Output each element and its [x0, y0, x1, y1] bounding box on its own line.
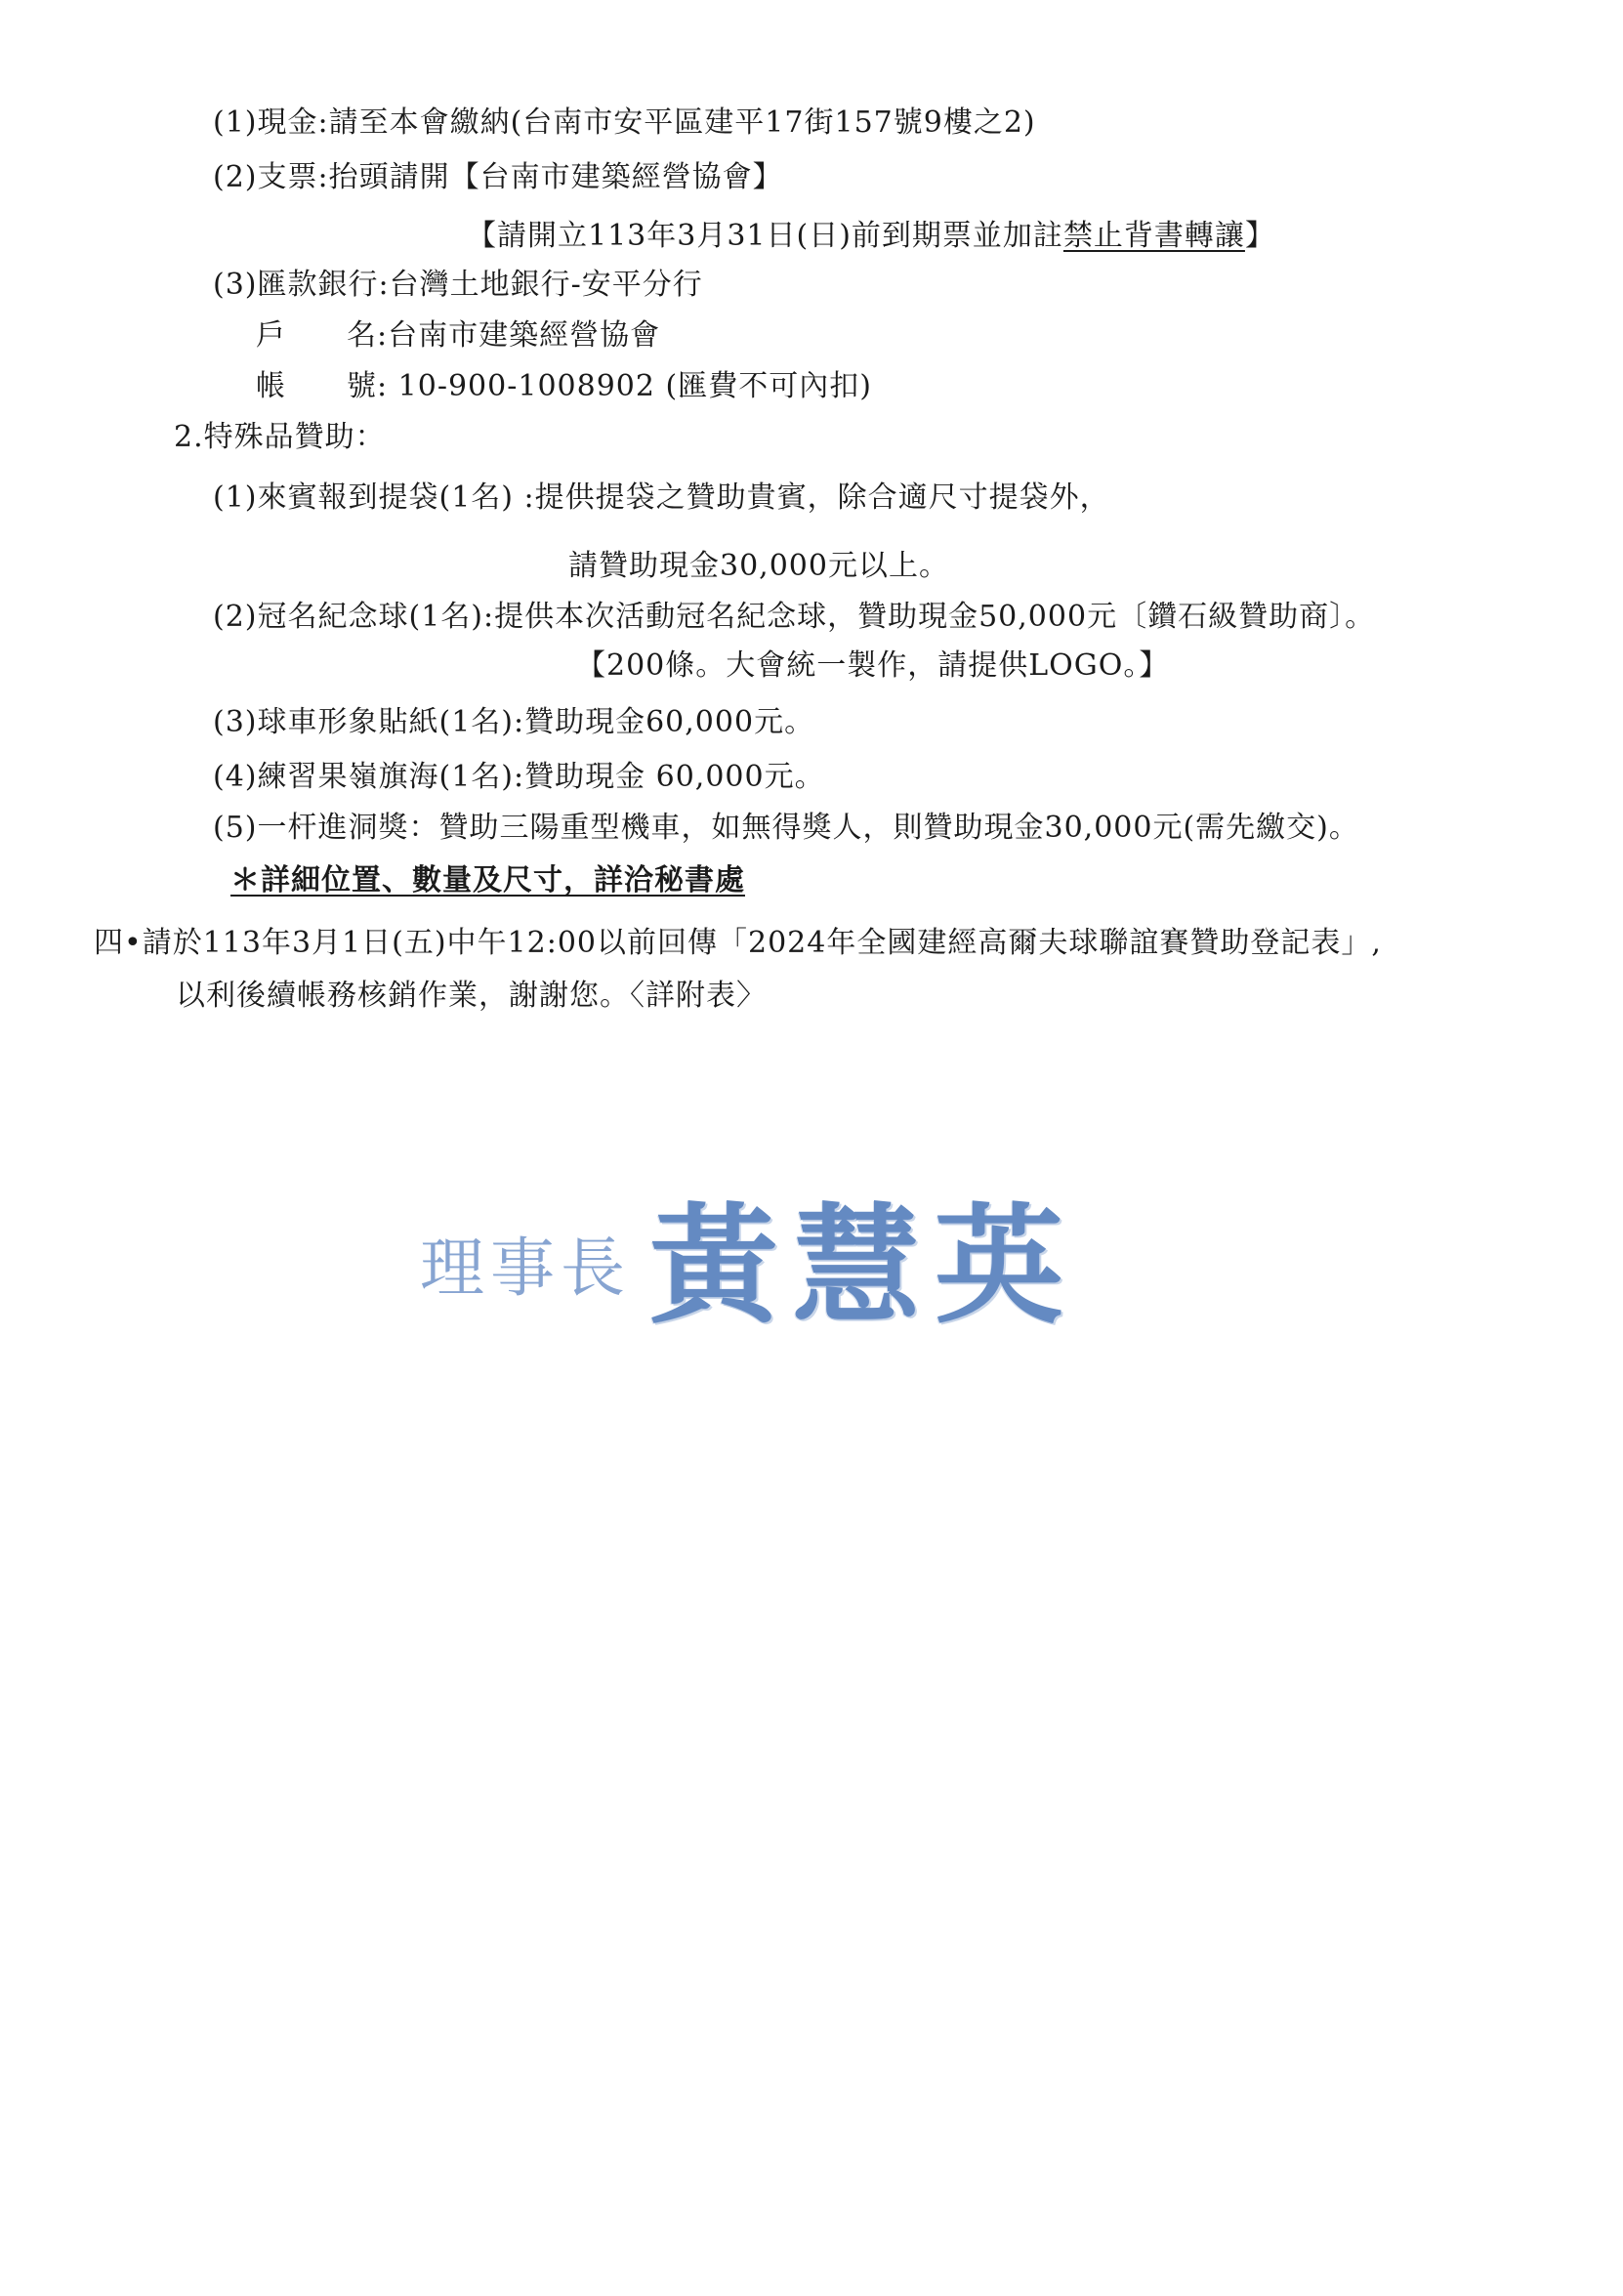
special-item-1-cont: 請贊助現金30,000元以上。: [568, 549, 949, 583]
signature-title: 理事長: [420, 1231, 631, 1306]
special-note: ＊詳細位置、數量及尺寸，詳洽秘書處: [230, 863, 745, 898]
cheque-note-prefix: 【請開立113年3月31日(日)前到期票並加註: [467, 219, 1063, 253]
payment-cheque-note: [467, 217, 1275, 256]
special-item-4: (4)練習果嶺旗海(1名):贊助現金 60,000元。: [213, 760, 825, 794]
payment-cash: (1)現金:請至本會繳納(台南市安平區建平17街157號9樓之2): [213, 105, 1036, 140]
special-item-5: (5)一杆進洞獎：贊助三陽重型機車，如無得獎人，則贊助現金30,000元(需先繳交)。: [213, 811, 1359, 845]
special-heading: 2.特殊品贊助：: [174, 420, 386, 454]
special-item-2-cont: 【200條。大會統一製作，請提供LOGO。】: [576, 648, 1170, 683]
payment-account-name: 戶 名:台南市建築經營協會: [256, 318, 661, 353]
special-item-1: (1)來賓報到提袋(1名) :提供提袋之贊助貴賓，除合適尺寸提袋外，: [213, 480, 1110, 515]
payment-account-number: 帳 號: 10-900-1008902 (匯費不可內扣): [256, 369, 872, 403]
payment-cheque: (2)支票:抬頭請開【台南市建築經營協會】: [213, 160, 783, 194]
payment-bank: (3)匯款銀行:台灣土地銀行-安平分行: [213, 268, 703, 302]
cheque-note-underlined: 禁止背書轉讓: [1062, 219, 1245, 253]
special-item-2: (2)冠名紀念球(1名):提供本次活動冠名紀念球，贊助現金50,000元〔鑽石級贊助商〕。: [213, 600, 1376, 634]
section4-line1: 四•請於113年3月1日(五)中午12:00以前回傳「2024年全國建經高爾夫球聯誼賽贊助登記表」,: [94, 926, 1382, 960]
signature-name: 黃慧英: [649, 1190, 1077, 1342]
cheque-note-suffix: 】: [1244, 219, 1275, 253]
section4-line2: 以利後續帳務核銷作業，謝謝您。〈詳附表〉: [176, 979, 767, 1013]
special-item-3: (3)球車形象貼紙(1名):贊助現金60,000元。: [213, 705, 815, 739]
